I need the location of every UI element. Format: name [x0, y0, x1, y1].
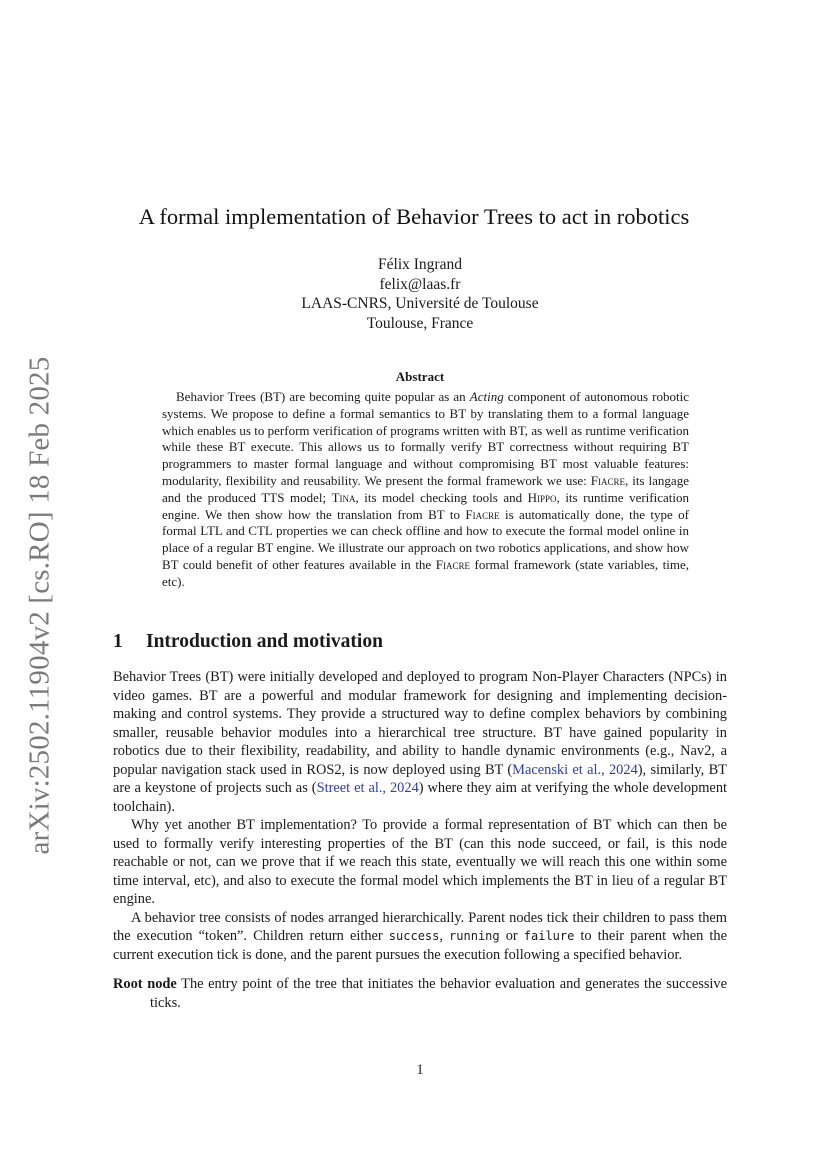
section-number: 1	[113, 631, 123, 652]
arxiv-sidebar	[22, 356, 58, 854]
root-node-term: Root node	[113, 976, 177, 992]
code-running: running	[449, 929, 500, 943]
abstract-text: component of autonomous robotic systems. We propose to define a formal semantics to BT by translating them to a formal language which enables us to perform verification of programs written with BT, as well as runtime verification while these BT execute. This allows us to formally verify BT correctness without requiring BT programmers to master formal language and without compromising BT most valuable features: modularity, flexibility and reusability. We present the formal framework we use:	[162, 389, 689, 488]
intro-paragraph-3	[113, 909, 727, 965]
hippo-name: Hippo	[527, 489, 557, 505]
abstract-text: , its langage and the produced TTS model;	[162, 472, 689, 505]
citation-street[interactable]: Street et al., 2024	[316, 780, 419, 796]
author-location: Toulouse, France	[366, 314, 474, 332]
body-text: A behavior tree consists of nodes arranged hierarchically. Parent nodes tick their children to pass them the execution “token”. Children return either	[113, 909, 727, 944]
body-text: to their parent when the current execution tick is done, and the parent pursues the execution following a specified behavior.	[113, 928, 727, 963]
abstract-text: formal framework (state variables, time, etc).	[162, 556, 689, 589]
fiacre-name: Fiacre	[590, 472, 626, 488]
fiacre-name: Fiacre	[465, 506, 500, 522]
paper-title: A formal implementation of Behavior Trees to act in robotics	[138, 204, 690, 229]
abstract-heading: Abstract	[395, 369, 445, 384]
code-success: success	[388, 929, 440, 943]
abstract-emphasis: Acting	[469, 389, 504, 404]
intro-paragraph-1	[113, 668, 727, 816]
root-node-description: The entry point of the tree that initiates the behavior evaluation and generates the successive ticks.	[150, 976, 728, 1011]
body-text: ), similarly, BT are a keystone of projects such as (	[113, 761, 727, 796]
section-heading	[113, 631, 383, 653]
author-email: felix@laas.fr	[379, 275, 461, 293]
section-title: Introduction and motivation	[146, 631, 383, 652]
code-failure: failure	[523, 929, 575, 943]
abstract-body	[162, 389, 689, 591]
abstract-paragraph	[162, 389, 689, 591]
author-name: Félix Ingrand	[378, 256, 462, 273]
abstract-text: is automatically done, the type of formal LTL and CTL properties we can check offline and how to execute the formal model online in place of a regular BT engine. We illustrate our approach on two robotics applications, and show how BT could benefit of other features available in the	[162, 506, 689, 572]
body-text: or	[499, 928, 524, 944]
body-text: ,	[439, 928, 450, 944]
page-number: 1	[416, 1062, 424, 1078]
author-affiliation: LAAS-CNRS, Université de Toulouse	[301, 295, 539, 312]
body-text: ) where they aim at verifying the whole development toolchain).	[113, 780, 728, 815]
author-block	[0, 255, 828, 333]
introduction-body	[113, 668, 727, 1012]
arxiv-identifier: arXiv:2502.11904v2 [cs.RO] 18 Feb 2025	[23, 356, 56, 854]
citation-macenski[interactable]: Macenski et al., 2024	[512, 761, 638, 778]
body-text: Behavior Trees (BT) were initially developed and deployed to program Non-Player Characters (NPCs) in video games. BT are a powerful and modular framework for designing and implementing decision-making and control systems. They provide a structured way to define complex behaviors by combining smaller, reusable behavior modules into a hierarchical tree structure. BT have gained popularity in robotics due to their flexibility, readability, and ability to handle dynamic environments (e.g., Nav2, a popular navigation stack used in ROS2, is now deployed using BT (	[113, 669, 727, 778]
fiacre-name: Fiacre	[435, 556, 470, 572]
abstract-text: , its runtime verification engine. We then show how the translation from BT to	[162, 489, 689, 522]
tina-name: Tina	[331, 489, 356, 505]
abstract-text: , its model checking tools and	[355, 489, 528, 505]
abstract-text: Behavior Trees (BT) are becoming quite popular as an	[176, 389, 470, 404]
intro-paragraph-2: Why yet another BT implementation? To provide a formal representation of BT which can then be used to formally verify interesting properties of the BT (can this node succeed, or fail, is this node reachable or not, can we prove that if we reach this state, eventually we will reach this one within some time interval, etc), and also to execute the formal model which implements the BT in lieu of a regular BT engine.	[113, 817, 727, 907]
root-node-definition	[113, 975, 727, 1012]
